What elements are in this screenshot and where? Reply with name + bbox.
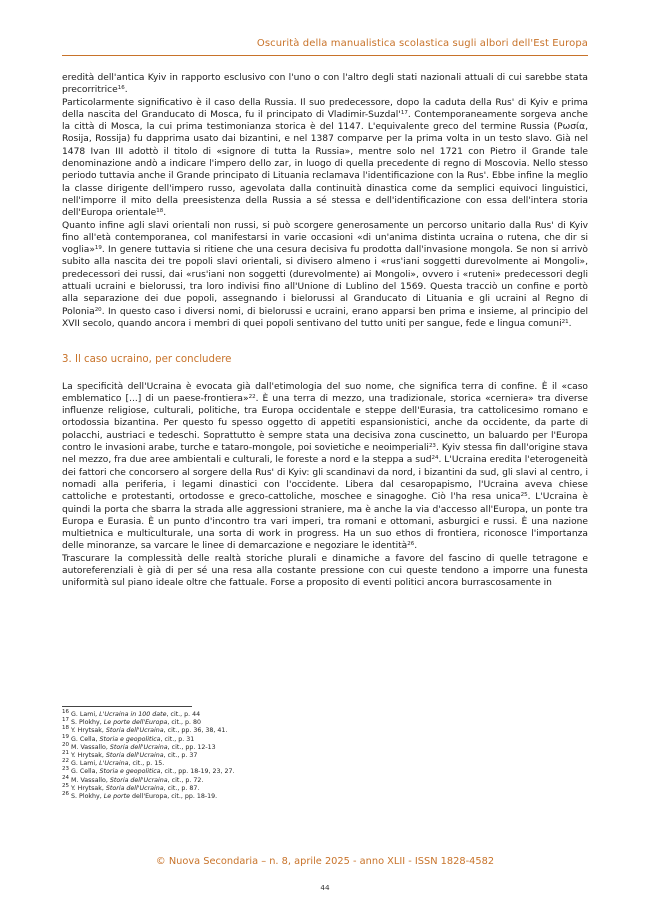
footnote-citation: dell'Europa, cit., pp. 18-19. — [129, 793, 218, 801]
footnote-number: 19 — [62, 733, 69, 740]
paragraph-text: . — [163, 208, 167, 219]
footnote-ref[interactable]: 20 — [94, 306, 102, 313]
footnote-citation: , cit., p. 80 — [167, 719, 202, 727]
footnote-number: 25 — [62, 782, 69, 789]
section-heading: 3. Il caso ucraino, per concludere — [62, 354, 232, 366]
footnote-title: Storia e geopolitica — [99, 768, 161, 776]
footnote-citation: , cit., pp. 18-19, 23, 27. — [160, 768, 235, 776]
article-body — [62, 72, 588, 590]
paragraph-text: La specificità dell'Ucraina è evocata già dall'etimologia del suo nome, che significa terra di confine. È il «caso emblematico [...] di un paese-frontiera» — [62, 381, 588, 404]
paragraph-text: . Contemporaneamente sorgeva anche la città di Mosca, la cui prima testimonianza storica è del 1147. L'equivalente greco del termine Russia (Ρωσία, Rosija, Rossija) fu dapprima usato dai bizantini, e nel 1387 comparve per la prima volta in un testo slavo. Già nel 1478 Ivan III adottò il titolo di «signore di tutta la Russia», mentre solo nel 1721 con Pietro il Grande tale denominazione andò a indicare l'impero dello zar, in luogo di quella precedente di regno di Moscovia. Nello stesso periodo tuttavia anche il Grande principato di Lituania reclamava l'identificazione con la Rus'. Ebbe infine la meglio la classe dirigente dell'impero russo, agevolata dalla continuità dinastica come da semplici equivoci linguistici, nell'imporre il mito della preesistenza della Russia a sé stessa e dell'identificazione con essa dell'intera storia dell'Europa orientale — [62, 109, 588, 219]
paragraph-text: . In genere tuttavia si ritiene che una cesura decisiva fu prodotta dall'invasione mongola. Se non si arrivò subito alla nascita dei tre popoli slavi orientali, si divisero almeno i «rus'iani soggetti durevolmente ai Mongoli», predecessori dei russi, dai «rus'iani non soggetti (durevolmente) ai Mongoli», ovvero i «ruteni» predecessori degli attuali ucraini e bielorussi, tra loro indivisi fino all'Unione di Lublino del 1569. Questa tracciò un confine e portò alla separazione dei due popoli, assegnando i bielorussi al Granducato di Lituania e gli ucraini al Regno di Polonia — [62, 245, 588, 317]
footnote-item — [62, 782, 588, 793]
paragraph-text: eredità dell'antica Kyiv in rapporto esclusivo con l'uno o con l'altro degli stati nazionali attuali di cui sarebbe stata precorritrice — [62, 73, 588, 96]
page-number: 44 — [320, 883, 330, 892]
footnote-number: 21 — [62, 750, 69, 757]
footnote-author: S. Plokhy, — [71, 719, 104, 727]
footnote-number: 18 — [62, 725, 69, 732]
footnote-title: Storia e geopolitica — [99, 735, 161, 743]
footnote-author: G. Lami, — [71, 760, 100, 768]
footnote-ref[interactable]: 22 — [248, 393, 256, 400]
footnote-author: G. Lami, — [71, 711, 100, 718]
footnote-title: Le porte — [103, 793, 130, 801]
footnote-item — [62, 741, 588, 752]
paragraph-continuation: eredità dell'antica Kyiv in rapporto esclusivo con l'uno o con l'altro degli stati nazionali attuali di cui sarebbe stata precorritrice$^{16}$. — [62, 73, 588, 96]
footnote-item — [62, 793, 588, 801]
footnote-title: L'Ucraina in 100 date — [99, 711, 167, 718]
footnote-number: 26 — [62, 791, 69, 798]
footnote-number: 20 — [62, 741, 69, 748]
paragraph-text: Quanto infine agli slavi orientali non russi, si può scorgere generosamente un percorso unitario dalla Rus' di Kyiv fino all'età contemporanea, col manifestarsi in varie occasioni «di un'anima distinta ucraina o rutena, che dir si voglia» — [62, 220, 588, 256]
footnote-title: Storia dell'Ucraina — [109, 743, 168, 751]
footnote-number: 23 — [62, 766, 69, 773]
footnote-item — [62, 733, 588, 744]
paragraph-text: . Kyiv stessa fin dall'origine stava nel mezzo, fra due aree ambientali e culturali, le foreste a nord e la steppa a sud — [62, 443, 588, 466]
footnote-item — [62, 752, 588, 760]
footnote-ref[interactable]: 21 — [561, 318, 569, 325]
footnote-ref[interactable]: 25 — [520, 492, 528, 499]
journal-footer: © Nuova Secondaria – n. 8, aprile 2025 - anno XLII - ISSN 1828-4582 — [155, 856, 495, 867]
footnote-item — [62, 768, 588, 776]
footnotes — [62, 711, 588, 801]
footnote-number: 17 — [62, 717, 69, 724]
footnote-ref[interactable]: 24 — [431, 455, 439, 462]
footnote-citation: , cit., p. 37 — [163, 752, 198, 760]
footnote-author: S. Plokhy, — [71, 793, 104, 801]
footnote-item — [62, 774, 588, 785]
paragraph-text: . È una terra di mezzo, una tradizionale, storica «cerniera» tra diverse influenze religiose, culturali, politiche, tra Europa occidentale e steppe dell'Eurasia, tra cattolicesimo romano e ortodossia bizantina. Per questo fu spesso oggetto di appetiti espansionistici, anche da occidente, da parte di polacchi, austriaci e tedeschi. Soprattutto è sempre stata una decisiva zona cuscinetto, un baluardo per l'Europa contro le invasioni arabe, turche e tataro-mongole, poi sovietiche e neoimperiali — [62, 393, 589, 454]
footnote-ref[interactable]: 17 — [400, 109, 408, 116]
footnote-author: M. Vassallo, — [71, 776, 110, 784]
footnote-ref[interactable]: 18 — [156, 208, 164, 215]
footnote-author: Y. Hrytsak, — [71, 752, 106, 760]
footnote-item — [62, 711, 588, 719]
footnote-citation: , cit., pp. 36, 38, 41. — [163, 727, 228, 735]
footnote-author: M. Vassallo, — [71, 743, 110, 751]
footnote-number: 22 — [62, 758, 69, 765]
footnote-title: Storia dell'Ucraina — [105, 752, 164, 760]
footnote-title: Storia dell'Ucraina — [109, 776, 168, 784]
footnote-ref[interactable]: 16 — [117, 85, 125, 92]
paragraph-conclusion: Trascurare la complessità delle realtà storiche plurali e dinamiche a favore del fascino di quelle tetragone e autoreferenziali è già di per sé una resa alla costante pressione con cui queste tendono a imporre una funesta uniformità sul piano ideale oltre che fattuale. Forse a proposito di eventi politici ancora burrascosamente in — [62, 553, 588, 589]
footnote-item — [62, 727, 588, 735]
footnote-title: L'Ucraina — [99, 760, 129, 768]
footnote-citation: , cit., p. 44 — [166, 711, 201, 718]
paragraph-text: . — [568, 318, 572, 329]
footnote-citation: , cit., p. 87. — [163, 784, 200, 792]
footnote-author: Y. Hrytsak, — [71, 784, 106, 792]
paragraph-text: . — [414, 541, 418, 552]
footnote-author: G. Cella, — [71, 768, 100, 776]
footnote-number: 24 — [62, 774, 69, 781]
footnote-title: Storia dell'Ucraina — [105, 784, 164, 792]
paragraph-ukraine — [62, 381, 588, 553]
paragraph-text: . L'Ucraina eredita l'eterogeneità dei fattori che concorsero al sorgere della Rus' di Kyiv: gli scandinavi da nord, i bizantini da sud, gli slavi al centro, i nomadi alla periferia, i legami dinastici con l'occidente. Libera dal cesaropapismo, l'Ucraina aveva chiese cattoliche e protestanti, ortodosse e greco-cattoliche, moschee e sinagoghe. Ciò l'ha resa unica — [62, 455, 588, 503]
paragraph-text: Particolarmente significativo è il caso della Russia. Il suo predecessore, dopo la caduta della Rus' di Kyiv e prima della nascita del Granducato di Mosca, fu il principato di Vladimir-Suzdal' — [62, 97, 588, 120]
header-rule — [62, 55, 588, 56]
paragraph-text: . L'Ucraina è quindi la porta che sbarra la strada alle aggressioni straniere, ma è anche la via d'accesso all'Europa, un ponte tra Europa e Eurasia. È un punto d'incontro tra vari imperi, tra romani e ottomani, asburgici e russi. È una nazione multietnica e multiculturale, una sorta di work in progress. Ha un suo ethos di frontiera, riconosce l'importanza delle minoranze, sa varcare le linee di demarcazione e negoziare le identità — [62, 492, 588, 552]
footnote-title: Le porte dell'Europa — [103, 719, 168, 727]
paragraph-russia — [62, 97, 588, 220]
footnote-author: Y. Hrytsak, — [71, 727, 106, 735]
footnote-citation: , cit., p. 72. — [167, 776, 204, 784]
footnote-citation: , cit., pp. 12-13 — [167, 743, 216, 751]
footnote-citation: , cit., p. 15. — [128, 760, 165, 768]
paragraph-text: . In questo caso i diversi nomi, di bielorussi e ucraini, erano apparsi ben prima e insieme, al principio del XVII secolo, quando ancora i membri di quei popoli sentivano del tutto uniti per sangue, fede e lingua comuni — [62, 306, 588, 329]
running-header: Oscurità della manualistica scolastica sugli albori dell'Est Europa — [256, 38, 588, 49]
footnote-ref[interactable]: 19 — [94, 245, 102, 252]
footnote-ref[interactable]: 26 — [407, 541, 415, 548]
footnote-rule — [62, 706, 192, 707]
paragraph-east-slavs — [62, 220, 588, 331]
footnote-author: G. Cella, — [71, 735, 100, 743]
footnote-title: Storia dell'Ucraina — [105, 727, 164, 735]
footnote-ref[interactable]: 23 — [428, 443, 436, 450]
footnote-number: 16 — [62, 709, 69, 715]
footnote-citation: , cit., p. 31 — [160, 735, 195, 743]
